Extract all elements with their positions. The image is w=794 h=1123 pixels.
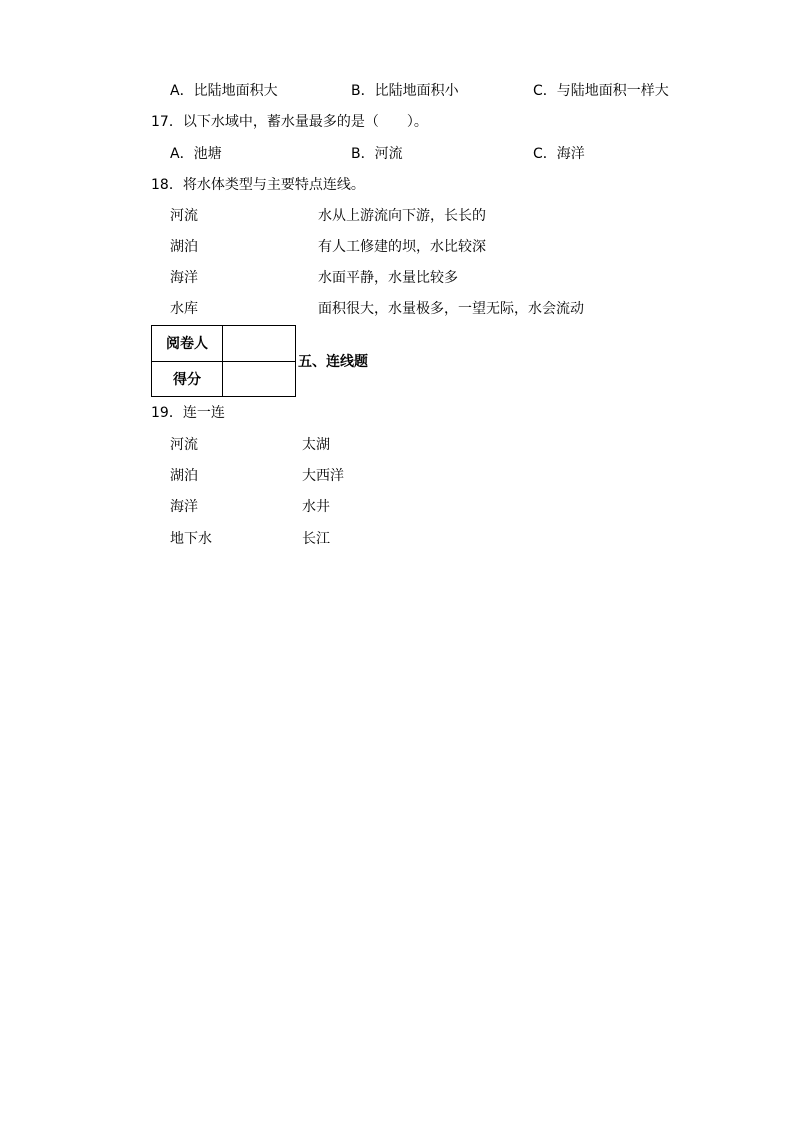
q19-stem: 19．连一连 <box>151 405 225 421</box>
reviewer-label: 阅卷人 <box>152 326 223 362</box>
q18-right-item: 面积很大，水量极多，一望无际，水会流动 <box>318 301 584 317</box>
score-box <box>151 325 296 397</box>
q18-stem: 18．将水体类型与主要特点连线。 <box>151 177 365 193</box>
q17-option-b: B．河流 <box>351 146 403 162</box>
q19-left-item: 地下水 <box>170 531 212 547</box>
q19-left-item: 海洋 <box>170 499 198 515</box>
q17-option-c: C．海洋 <box>533 146 585 162</box>
q19-left-item: 湖泊 <box>170 468 198 484</box>
score-cell[interactable] <box>223 361 296 397</box>
q19-right-item: 太湖 <box>302 437 330 453</box>
q18-right-item: 水从上游流向下游，长长的 <box>318 208 486 224</box>
q18-right-item: 水面平静，水量比较多 <box>318 270 458 286</box>
q16-option-a: A．比陆地面积大 <box>170 83 278 99</box>
q18-left-item: 水库 <box>170 301 198 317</box>
q19-left-item: 河流 <box>170 437 198 453</box>
q18-left-item: 海洋 <box>170 270 198 286</box>
q18-left-item: 湖泊 <box>170 239 198 255</box>
section-title: 五、连线题 <box>298 354 368 370</box>
q19-right-item: 长江 <box>302 531 330 547</box>
q19-right-item: 大西洋 <box>302 468 344 484</box>
q16-option-b: B．比陆地面积小 <box>351 83 459 99</box>
q17-option-a: A．池塘 <box>170 146 222 162</box>
q19-right-item: 水井 <box>302 499 330 515</box>
q17-stem: 17．以下水域中，蓄水量最多的是（ ）。 <box>151 114 428 130</box>
reviewer-cell[interactable] <box>223 326 296 362</box>
q18-right-item: 有人工修建的坝，水比较深 <box>318 239 486 255</box>
q18-left-item: 河流 <box>170 208 198 224</box>
score-label: 得分 <box>152 361 223 397</box>
q16-option-c: C．与陆地面积一样大 <box>533 83 669 99</box>
